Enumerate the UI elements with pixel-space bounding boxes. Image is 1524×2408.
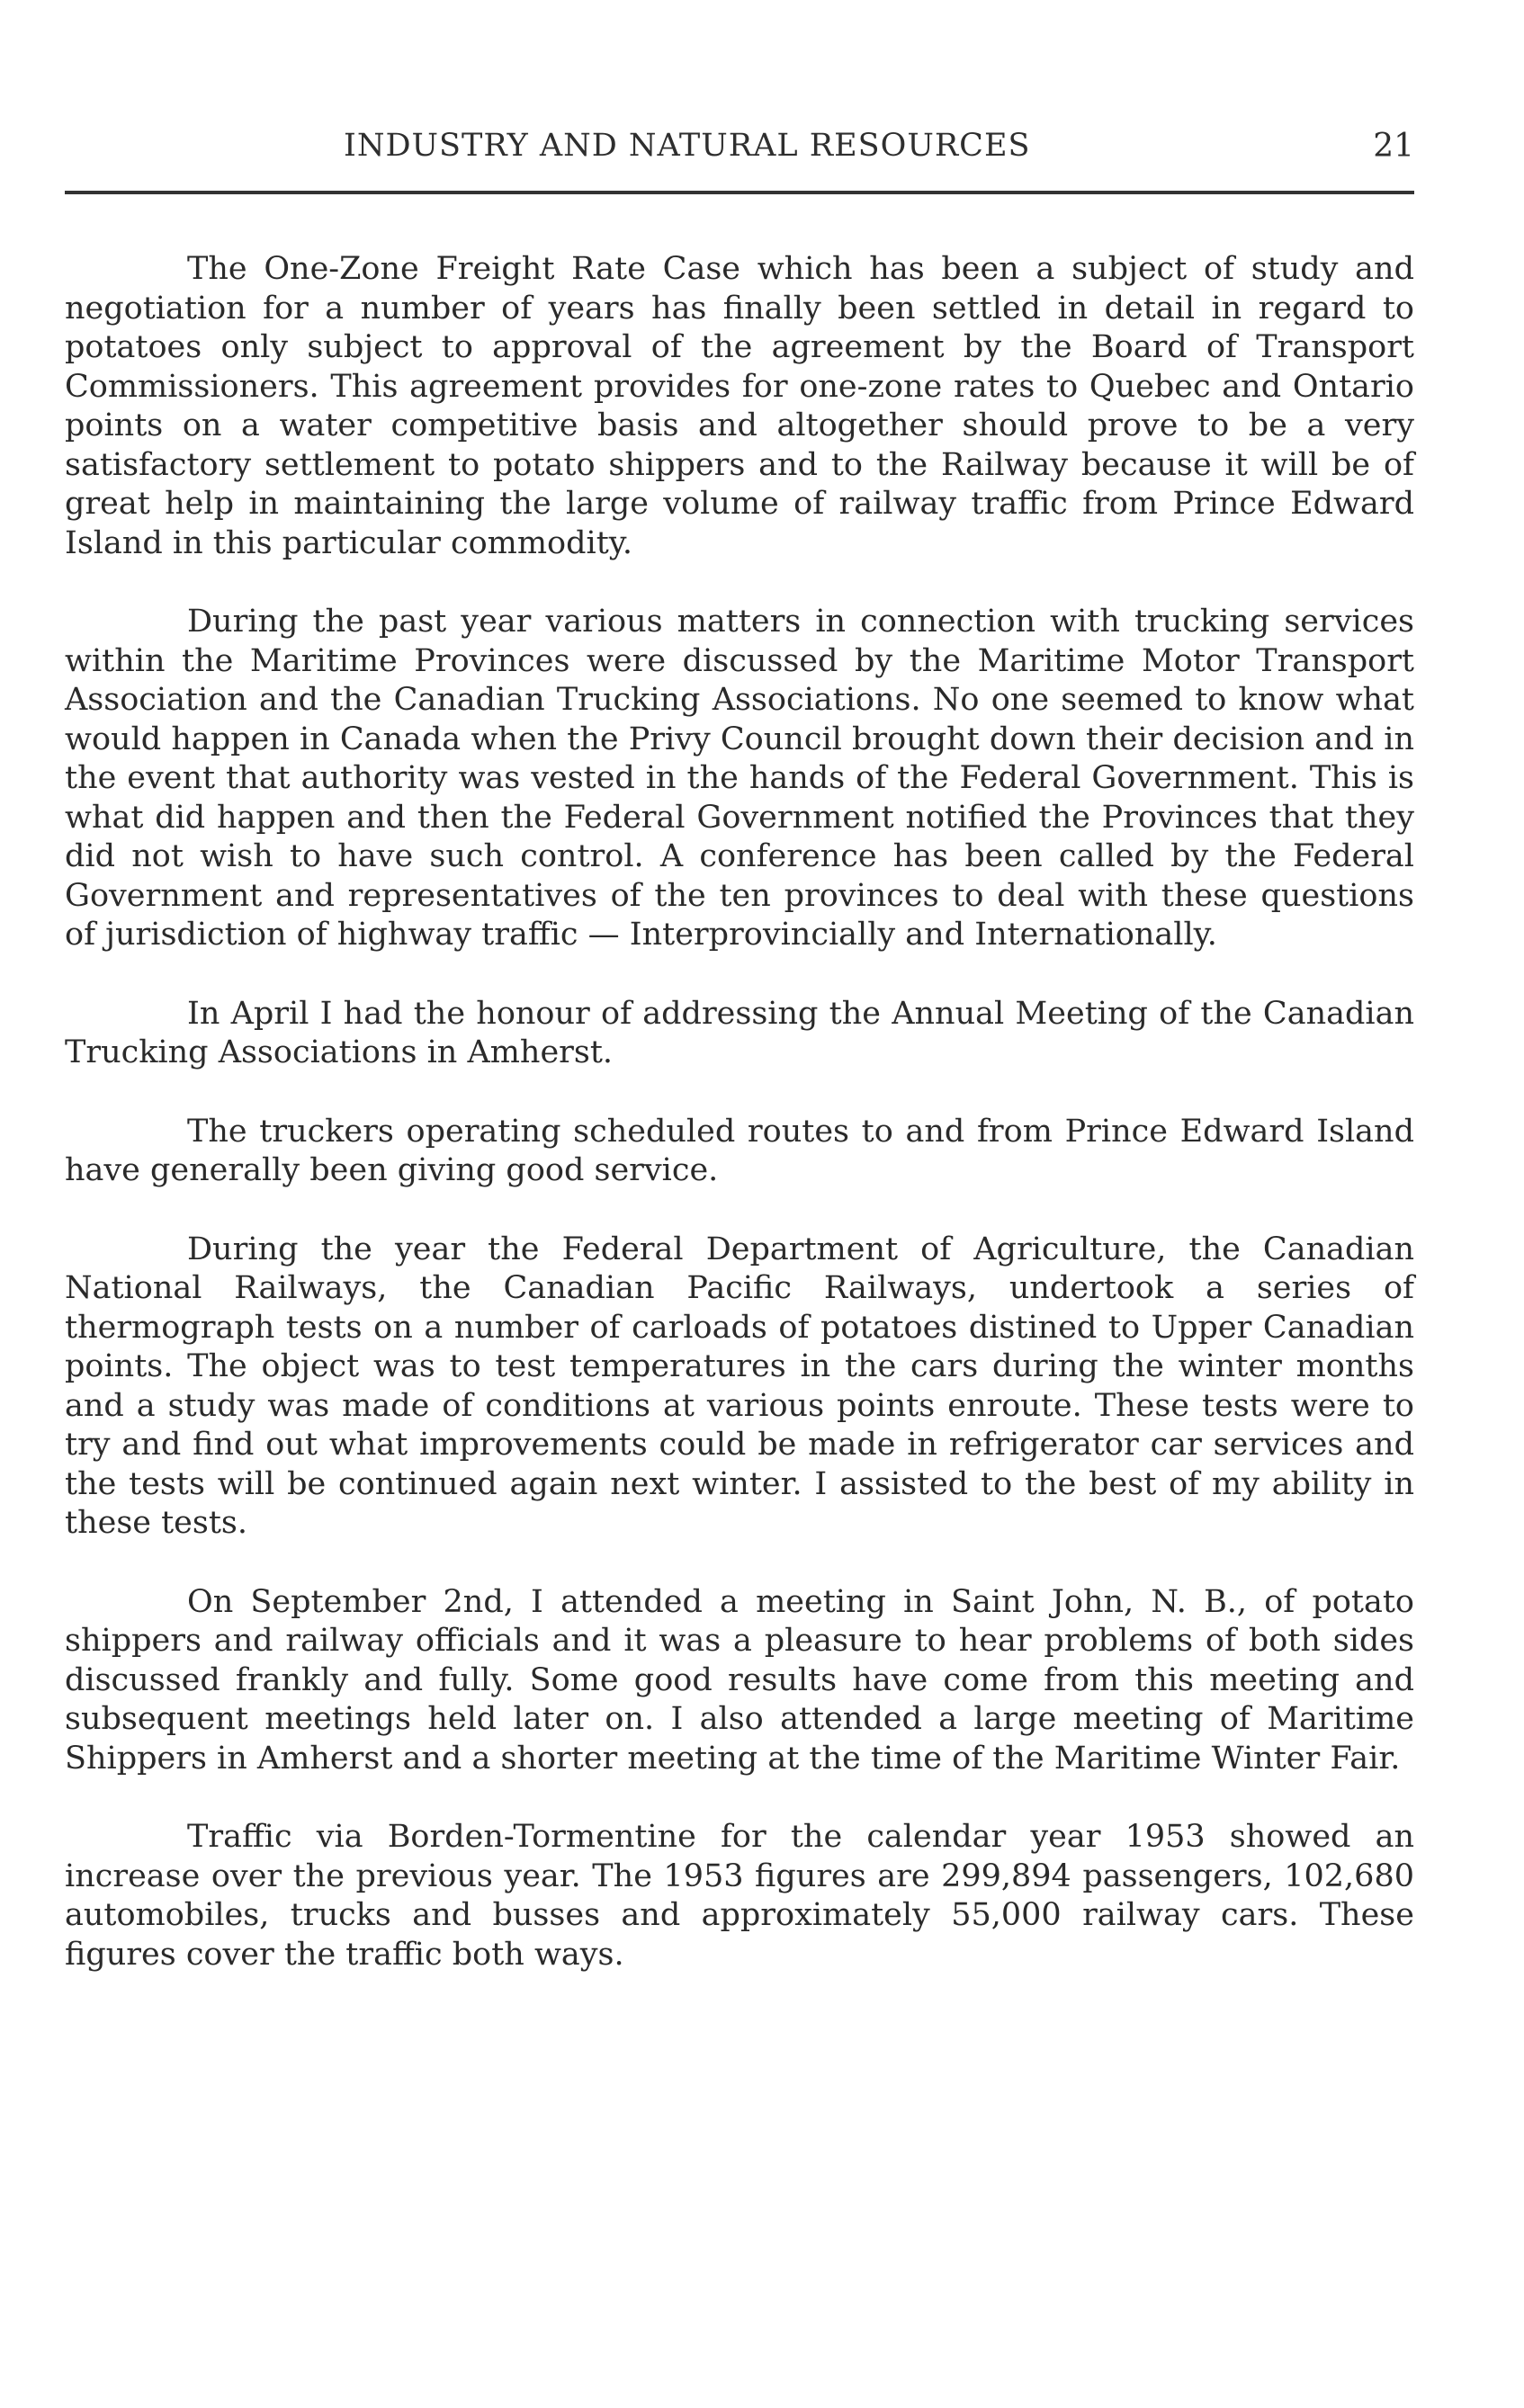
paragraph-freight-rate-case: The One-Zone Freight Rate Case which has been a subject of study and negotiation for a number of years has finally been settled in detail in regard to potatoes only subject to approval of the agreement by the Board of Transport Commissioners. This agreement provides for one-zone rates to Quebec and Ontario points on a water competitive basis and altogether should prove to be a very satisfactory settlement to potato shippers and to the Railway because it will be of great help in maintaining the large volume of railway traffic from Prince Edward Island in this particular commodity. [65, 251, 1414, 561]
paragraph-annual-meeting: In April I had the honour of addressing the Annual Meeting of the Canadian Trucking Associations in Amherst. [65, 995, 1414, 1070]
paragraph-trucking-services: During the past year various matters in connection with trucking services within the Maritime Provinces were discussed by the Maritime Motor Transport Association and the Canadian Trucking Associations. No one seemed to know what would happen in Canada when the Privy Council brought down their decision and in the event that authority was vested in the hands of the Federal Government. This is what did happen and then the Federal Government notified the Provinces that they did not wish to have such control. A conference has been called by the Federal Government and representatives of the ten provinces to deal with these questions of jurisdiction of highway traffic — Interprovincially and Internationally. [65, 604, 1414, 953]
paragraph-borden-tormentine-traffic: Traffic via Borden-Tormentine for the calendar year 1953 showed an increase over the previous year. The 1953 figures are 299,894 passengers, 102,680 automobiles, trucks and busses and approximately 55,000 railway cars. These figures cover the traffic both ways. [65, 1819, 1414, 1973]
body-text [65, 250, 1414, 2014]
paragraph-thermograph-tests: During the year the Federal Department of Agriculture, the Canadian National Railways, the Canadian Pacific Railways, undertook a series of thermograph tests on a number of carloads of potatoes distined to Upper Canadian points. The object was to test temperatures in the cars during the winter months and a study was made of conditions at various points enroute. These tests were to try and find out what improvements could be made in refrigerator car services and the tests will be continued again next winter. I assisted to the best of my ability in these tests. [65, 1231, 1414, 1541]
header-rule [65, 191, 1414, 194]
running-head [65, 128, 1414, 173]
paragraph-saint-john-meeting: On September 2nd, I attended a meeting in Saint John, N. B., of potato shippers and railway officials and it was a pleasure to hear problems of both sides discussed frankly and fully. Some good results have come from this meeting and subsequent meetings held later on. I also attended a large meeting of Maritime Shippers in Amherst and a shorter meeting at the time of the Maritime Winter Fair. [65, 1583, 1414, 1777]
document-page [65, 0, 1414, 2408]
running-title: INDUSTRY AND NATURAL RESOURCES [344, 128, 1031, 164]
page-number: 21 [1373, 128, 1414, 165]
paragraph-truckers-service: The truckers operating scheduled routes to and from Prince Edward Island have generally been giving good service. [65, 1113, 1414, 1188]
